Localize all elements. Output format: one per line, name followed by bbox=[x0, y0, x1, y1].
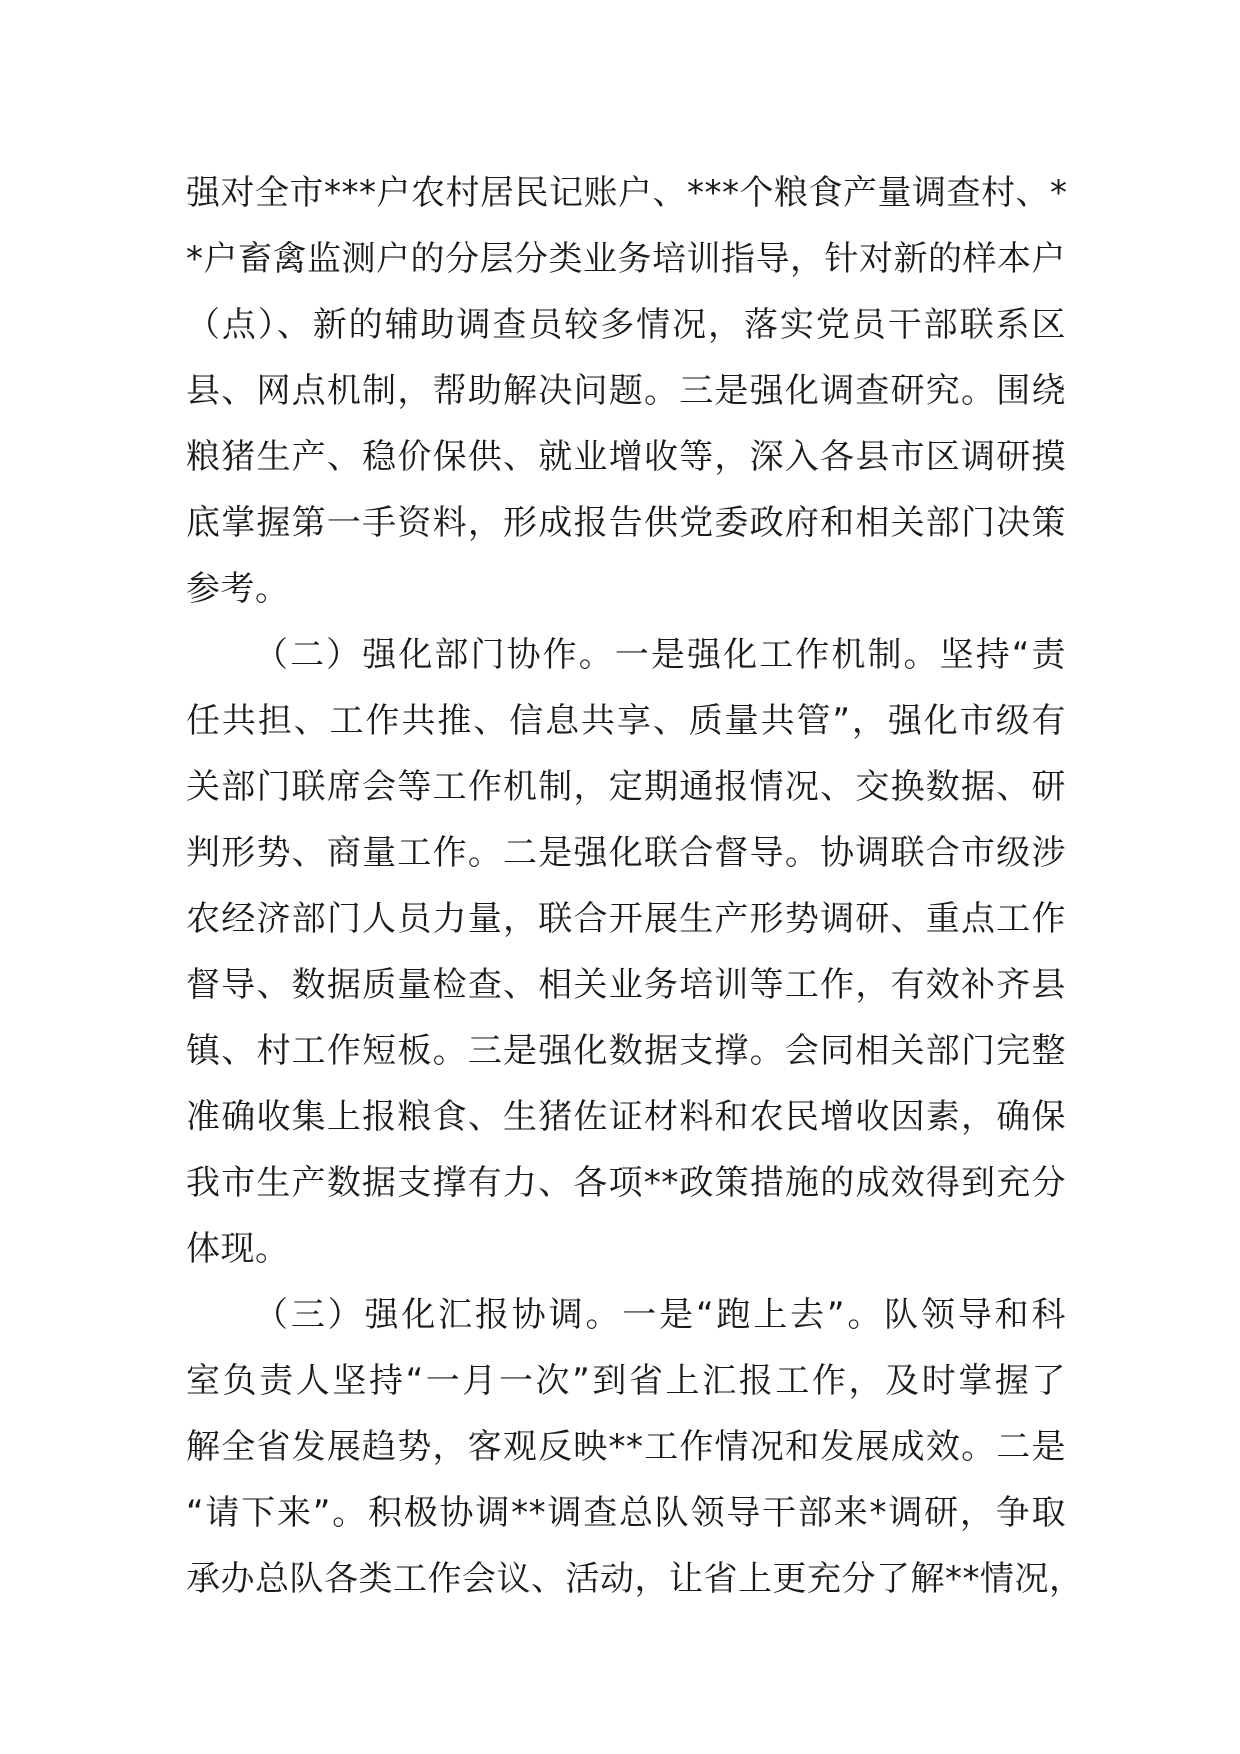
text-line: 准确收集上报粮食、生猪佐证材料和农民增收因素，确保 bbox=[186, 1097, 1066, 1137]
text-line: 判形势、商量工作。二是强化联合督导。协调联合市级涉 bbox=[186, 833, 1066, 873]
text-line: 底掌握第一手资料，形成报告供党委政府和相关部门决策 bbox=[186, 503, 1066, 543]
text-line: 督导、数据质量检查、相关业务培训等工作，有效补齐县 bbox=[186, 965, 1066, 1005]
text-line: （点）、新的辅助调查员较多情况，落实党员干部联系区 bbox=[186, 305, 1066, 345]
text-line: 县、网点机制，帮助解决问题。三是强化调查研究。围绕 bbox=[186, 371, 1066, 411]
text-line: 粮猪生产、稳价保供、就业增收等，深入各县市区调研摸 bbox=[186, 437, 1066, 477]
section-heading-line: （三）强化汇报协调。一是“跑上去”。队领导和科 bbox=[254, 1295, 1066, 1335]
text-line: 体现。 bbox=[186, 1229, 290, 1269]
text-line: 强对全市***户农村居民记账户、***个粮食产量调查村、* bbox=[186, 173, 1068, 213]
text-line: 任共担、工作共推、信息共享、质量共管”，强化市级有 bbox=[186, 701, 1066, 741]
text-line: 农经济部门人员力量，联合开展生产形势调研、重点工作 bbox=[186, 899, 1066, 939]
text-line: 承办总队各类工作会议、活动，让省上更充分了解**情况， bbox=[186, 1559, 1084, 1599]
text-line: 室负责人坚持“一月一次”到省上汇报工作，及时掌握了 bbox=[186, 1361, 1066, 1401]
text-line: 解全省发展趋势，客观反映**工作情况和发展成效。二是 bbox=[186, 1427, 1066, 1467]
section-heading-line: （二）强化部门协作。一是强化工作机制。坚持“责 bbox=[254, 635, 1066, 675]
text-line: 关部门联席会等工作机制，定期通报情况、交换数据、研 bbox=[186, 767, 1066, 807]
text-line: 镇、村工作短板。三是强化数据支撑。会同相关部门完整 bbox=[186, 1031, 1066, 1071]
text-line: 我市生产数据支撑有力、各项**政策措施的成效得到充分 bbox=[186, 1163, 1066, 1203]
document-body bbox=[186, 160, 1084, 1612]
text-line: “请下来”。积极协调**调查总队领导干部来*调研，争取 bbox=[186, 1493, 1066, 1533]
text-line: 参考。 bbox=[186, 569, 290, 609]
text-line: *户畜禽监测户的分层分类业务培训指导，针对新的样本户 bbox=[186, 239, 1066, 279]
